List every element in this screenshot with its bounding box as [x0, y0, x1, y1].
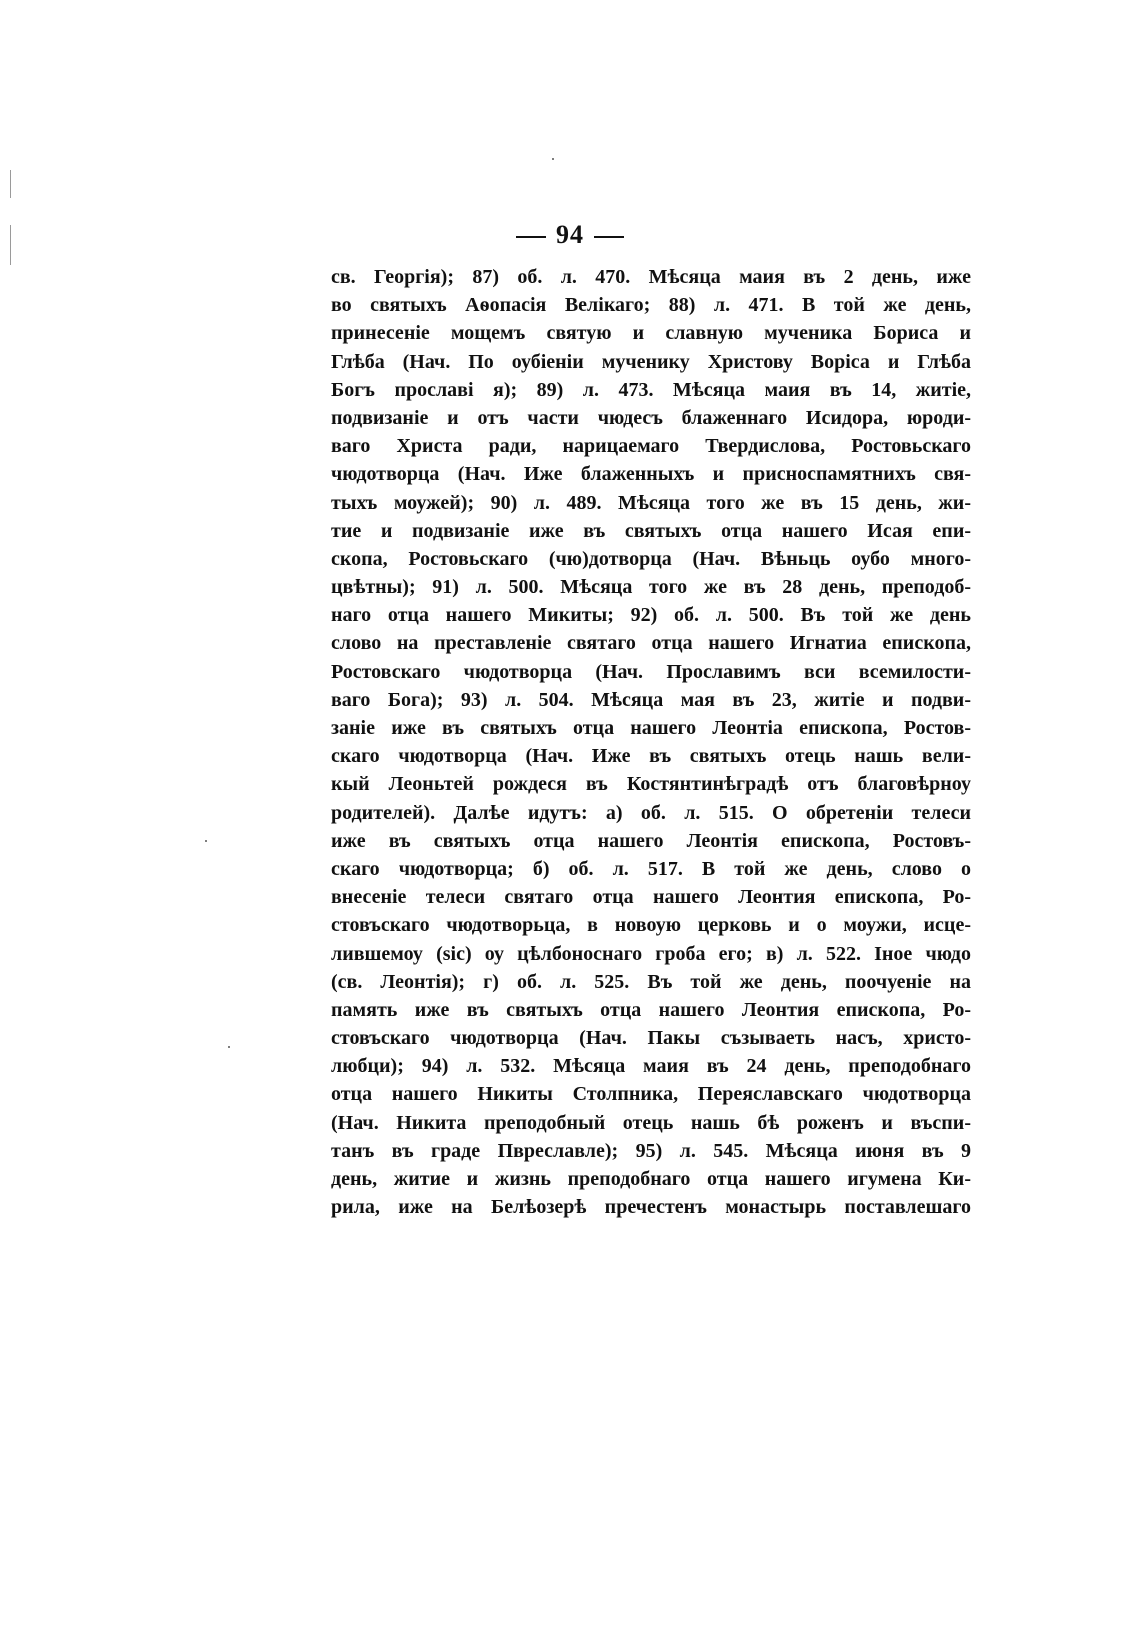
text-line: рила, иже на Белѣозерѣ пречестенъ монастырь поставлешаго	[331, 1196, 971, 1219]
body-text	[331, 263, 971, 1221]
text-line: скаго чюдотворца; б) об. л. 517. В той же день, слово о	[331, 857, 971, 880]
text-line: память иже въ святыхъ отца нашего Леонтия епископа, Ро-	[331, 998, 971, 1021]
text-line: танъ въ граде Пвреславле); 95) л. 545. Мѣсяца июня въ 9	[331, 1139, 971, 1162]
text-line: Глѣба (Нач. По оубіеніи мученику Христову Воріса и Глѣба	[331, 350, 971, 373]
page-number	[0, 220, 1140, 250]
text-line: во святыхъ Аѳопасія Велікаго; 88) л. 471. В той же день,	[331, 294, 971, 317]
text-line: св. Георгія); 87) об. л. 470. Мѣсяца маия въ 2 день, иже	[331, 266, 971, 288]
text-line: отца нашего Никиты Столпника, Переяславскаго чюдотворца	[331, 1083, 971, 1106]
text-line: принесеніе мощемъ святую и славную мученика Бориса и	[331, 322, 971, 345]
text-line: чюдотворца (Нач. Иже блаженныхъ и присноспамятнихъ свя-	[331, 463, 971, 486]
text-line: тие и подвизаніе иже въ святыхъ отца нашего Исая епи-	[331, 519, 971, 542]
text-line: любци); 94) л. 532. Мѣсяца маия въ 24 день, преподобнаго	[331, 1055, 971, 1078]
text-line: Ростовскаго чюдотворца (Нач. Прославимъ вси всемилости-	[331, 660, 971, 683]
text-line: внесеніе телеси святаго отца нашего Леонтия епископа, Ро-	[331, 886, 971, 909]
scan-speck-top	[552, 158, 554, 160]
text-line: скаго чюдотворца (Нач. Иже въ святыхъ отець нашь вели-	[331, 745, 971, 768]
text-line: ваго Христа ради, нарицаемаго Твердислова, Ростовьскаго	[331, 435, 971, 458]
text-line: ваго Бога); 93) л. 504. Мѣсяца мая въ 23, житіе и подви-	[331, 688, 971, 711]
text-line: подвизаніе и отъ части чюдесъ блаженнаго Исидора, юроди-	[331, 406, 971, 429]
text-line: тыхъ моужей); 90) л. 489. Мѣсяца того же въ 15 день, жи-	[331, 491, 971, 514]
text-line: заніе иже въ святыхъ отца нашего Леонтіа епископа, Ростов-	[331, 717, 971, 739]
text-line: (св. Леонтія); г) об. л. 525. Въ той же день, поочуеніе на	[331, 970, 971, 993]
page-number-dash-right	[594, 236, 624, 238]
page-number-value: 94	[556, 220, 584, 249]
text-line: Богъ прославі я); 89) л. 473. Мѣсяца маия въ 14, житіе,	[331, 378, 971, 401]
text-line: (Нач. Никита преподобный отець нашь бѣ роженъ и въспи-	[331, 1111, 971, 1134]
text-line: стовъскаго чюдотворьца, в новоую церковь и о моужи, исце-	[331, 914, 971, 937]
text-line: наго отца нашего Микиты; 92) об. л. 500. Въ той же день	[331, 604, 971, 627]
scan-edge-mark-top	[10, 170, 11, 198]
text-line: кый Леоньтей рождеся въ Костянтинѣградѣ отъ благовѣрноу	[331, 773, 971, 796]
text-line: слово на преставленіе святаго отца нашего Игнатиа епископа,	[331, 632, 971, 655]
text-line: день, житие и жизнь преподобнаго отца нашего игумена Ки-	[331, 1168, 971, 1190]
text-line: скопа, Ростовьскаго (чю)дотворца (Нач. Вѣньць оубо много-	[331, 547, 971, 570]
text-line: стовъскаго чюдотворца (Нач. Пакы съзываеть насъ, христо-	[331, 1027, 971, 1050]
text-line: цвѣтны); 91) л. 500. Мѣсяца того же въ 28 день, преподоб-	[331, 576, 971, 599]
scan-speck-left-lower	[228, 1046, 230, 1048]
text-line: иже въ святыхъ отца нашего Леонтія епископа, Ростовъ-	[331, 829, 971, 852]
text-line: лившемоу (sic) оу цѣлбоноснаго гроба его; в) л. 522. Іное чюдо	[331, 942, 971, 965]
scan-speck-left	[205, 840, 207, 842]
page-number-dash-left	[516, 236, 546, 238]
text-line: родителей). Далѣе идутъ: а) об. л. 515. О обретеніи телеси	[331, 801, 971, 824]
